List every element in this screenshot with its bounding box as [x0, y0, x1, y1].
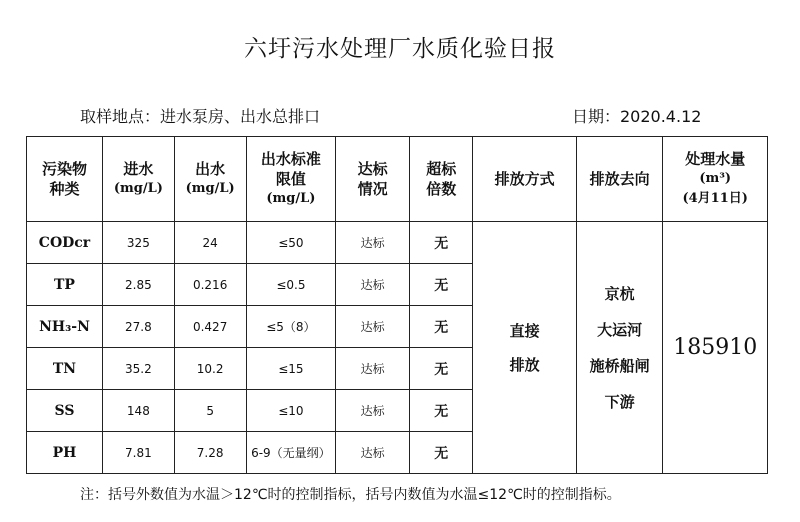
header-limit-line2: 限值 — [275, 170, 306, 188]
outflow-cell: 24 — [174, 222, 246, 264]
discharge-dest-cell — [576, 222, 663, 474]
outflow-cell: 7.28 — [174, 432, 246, 474]
status-cell: 达标 — [336, 432, 410, 474]
header-discharge-dest: 排放去向 — [576, 137, 663, 222]
header-exceed-line1: 超标 — [426, 160, 457, 178]
limit-cell: ≤50 — [246, 222, 336, 264]
sampling-location: 取样地点：进水泵房、出水总排口 — [80, 107, 321, 126]
limit-cell: ≤15 — [246, 348, 336, 390]
exceed-cell: 无 — [410, 432, 473, 474]
inflow-cell: 27.8 — [103, 306, 175, 348]
limit-cell: 6-9（无量纲） — [246, 432, 336, 474]
header-pollutant-line1: 污染物 — [41, 160, 87, 178]
header-compliance — [336, 137, 410, 222]
header-inflow — [103, 137, 175, 222]
header-pollutant-line2: 种类 — [49, 180, 80, 198]
header-limit — [246, 137, 336, 222]
header-discharge-method: 排放方式 — [473, 137, 576, 222]
discharge-dest-line3: 施桥船闸 — [589, 356, 650, 375]
exceed-cell: 无 — [410, 306, 473, 348]
inflow-cell: 325 — [103, 222, 175, 264]
header-flow-line1: 处理水量 — [685, 150, 746, 168]
table-row — [27, 222, 768, 264]
param-cell: SS — [27, 390, 103, 432]
inflow-cell: 7.81 — [103, 432, 175, 474]
header-flow-date: (4月11日) — [682, 191, 748, 206]
param-cell: TP — [27, 264, 103, 306]
param-cell: CODcr — [27, 222, 103, 264]
discharge-dest-line1: 京杭 — [604, 284, 635, 303]
status-cell: 达标 — [336, 306, 410, 348]
outflow-cell: 10.2 — [174, 348, 246, 390]
header-outflow — [174, 137, 246, 222]
inflow-cell: 35.2 — [103, 348, 175, 390]
inflow-cell: 148 — [103, 390, 175, 432]
param-cell: NH₃-N — [27, 306, 103, 348]
report-date: 日期：2020.4.12 — [572, 107, 702, 126]
discharge-dest-line2: 大运河 — [597, 320, 643, 339]
header-limit-unit: (mg/L) — [266, 191, 316, 206]
header-row — [27, 137, 768, 222]
limit-cell: ≤0.5 — [246, 264, 336, 306]
header-pollutant — [27, 137, 103, 222]
header-exceed — [410, 137, 473, 222]
status-cell: 达标 — [336, 390, 410, 432]
report-title: 六圩污水处理厂水质化验日报 — [244, 36, 556, 62]
water-quality-table — [26, 136, 768, 474]
flow-volume-cell: 185910 — [663, 222, 768, 474]
exceed-cell: 无 — [410, 348, 473, 390]
outflow-cell: 5 — [174, 390, 246, 432]
exceed-cell: 无 — [410, 264, 473, 306]
header-compliance-line2: 情况 — [357, 180, 388, 198]
discharge-dest-line4: 下游 — [604, 392, 635, 411]
header-compliance-line1: 达标 — [357, 160, 388, 178]
inflow-cell: 2.85 — [103, 264, 175, 306]
discharge-method-cell — [473, 222, 576, 474]
limit-cell: ≤5（8） — [246, 306, 336, 348]
header-inflow-line1: 进水 — [123, 160, 154, 178]
header-inflow-unit: (mg/L) — [113, 181, 163, 196]
outflow-cell: 0.427 — [174, 306, 246, 348]
footnote: 注：括号外数值为水温＞12℃时的控制指标，括号内数值为水温≤12℃时的控制指标。 — [80, 487, 621, 503]
discharge-method-line2: 排放 — [509, 355, 540, 374]
status-cell: 达标 — [336, 222, 410, 264]
header-flow — [663, 137, 768, 222]
exceed-cell: 无 — [410, 390, 473, 432]
header-limit-line1: 出水标准 — [260, 150, 321, 168]
header-exceed-line2: 倍数 — [426, 180, 457, 198]
header-flow-unit: (m³) — [699, 171, 732, 186]
param-cell: PH — [27, 432, 103, 474]
status-cell: 达标 — [336, 348, 410, 390]
discharge-method-line1: 直接 — [509, 321, 540, 340]
outflow-cell: 0.216 — [174, 264, 246, 306]
status-cell: 达标 — [336, 264, 410, 306]
header-outflow-line1: 出水 — [195, 160, 226, 178]
exceed-cell: 无 — [410, 222, 473, 264]
param-cell: TN — [27, 348, 103, 390]
limit-cell: ≤10 — [246, 390, 336, 432]
header-outflow-unit: (mg/L) — [185, 181, 235, 196]
